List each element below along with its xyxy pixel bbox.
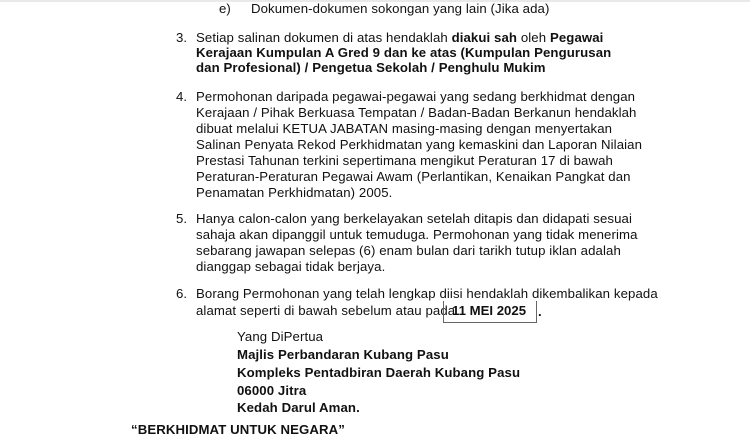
- item-e-text: Dokumen-dokumen sokongan yang lain (Jika ada): [251, 1, 550, 16]
- para3-diakui-sah: diakui sah: [451, 30, 518, 45]
- closing-date-box: [443, 301, 537, 323]
- item-e-marker: e): [219, 1, 231, 16]
- para6-line2: alamat seperti di bawah sebelum atau pada: [196, 303, 456, 318]
- address-salutation: Yang DiPertua: [237, 329, 324, 344]
- para3-line2: Kerajaan Kumpulan A Gred 9 dan ke atas (Kumpulan Pengurusan: [196, 45, 612, 60]
- para3-line1-text: Setiap salinan dokumen di atas hendaklah: [196, 30, 452, 45]
- motto: “BERKHIDMAT UNTUK NEGARA”: [131, 422, 345, 437]
- address-line: 06000 Jitra: [237, 383, 307, 398]
- para5-line: Hanya calon-calon yang berkelayakan setelah ditapis dan didapati sesuai: [196, 211, 632, 226]
- para4-line: Permohonan daripada pegawai-pegawai yang sedang berkhidmat dengan: [196, 89, 636, 104]
- para4-line: Kerajaan / Pihak Berkuasa Tempatan / Badan-Badan Berkanun hendaklah: [196, 105, 637, 120]
- address-line: Majlis Perbandaran Kubang Pasu: [237, 347, 449, 362]
- address-line: Kedah Darul Aman.: [237, 400, 360, 415]
- para5-number: 5.: [176, 211, 187, 226]
- para4-number: 4.: [176, 89, 187, 104]
- para4-line: dibuat melalui KETUA JABATAN masing-masing dengan menyertakan: [196, 121, 613, 136]
- para4-line: Peraturan-Peraturan Pegawai Awam (Perlantikan, Kenaikan Pangkat dan: [196, 169, 631, 184]
- para4-line: Salinan Penyata Rekod Perkhidmatan yang kemaskini dan Laporan Nilaian: [196, 137, 643, 152]
- para5-line: sahaja akan dipanggil untuk temuduga. Permohonan yang tidak menerima: [196, 227, 638, 242]
- para5-line: dianggap sebagai tidak berjaya.: [196, 259, 386, 274]
- closing-date-period: .: [538, 304, 542, 319]
- para3-pegawai: Pegawai: [549, 30, 604, 45]
- para5-line: sebarang jawapan selepas (6) enam bulan dari tarikh tutup iklan adalah: [196, 243, 621, 258]
- para3-line1-mid: oleh: [517, 30, 550, 45]
- closing-date: 11 MEI 2025: [452, 303, 527, 318]
- address-line: Kompleks Pentadbiran Daerah Kubang Pasu: [237, 365, 521, 380]
- para3-number: 3.: [176, 30, 187, 45]
- para6-line1: Borang Permohonan yang telah lengkap diisi hendaklah dikembalikan kepada: [196, 286, 658, 301]
- para3-line3: dan Profesional) / Pengetua Sekolah / Penghulu Mukim: [196, 60, 546, 75]
- para6-number: 6.: [176, 286, 187, 301]
- para4-line: Penamatan Perkhidmatan) 2005.: [196, 185, 393, 200]
- para4-line: Prestasi Tahunan terkini sepertimana mengikut Peraturan 17 di bawah: [196, 153, 613, 168]
